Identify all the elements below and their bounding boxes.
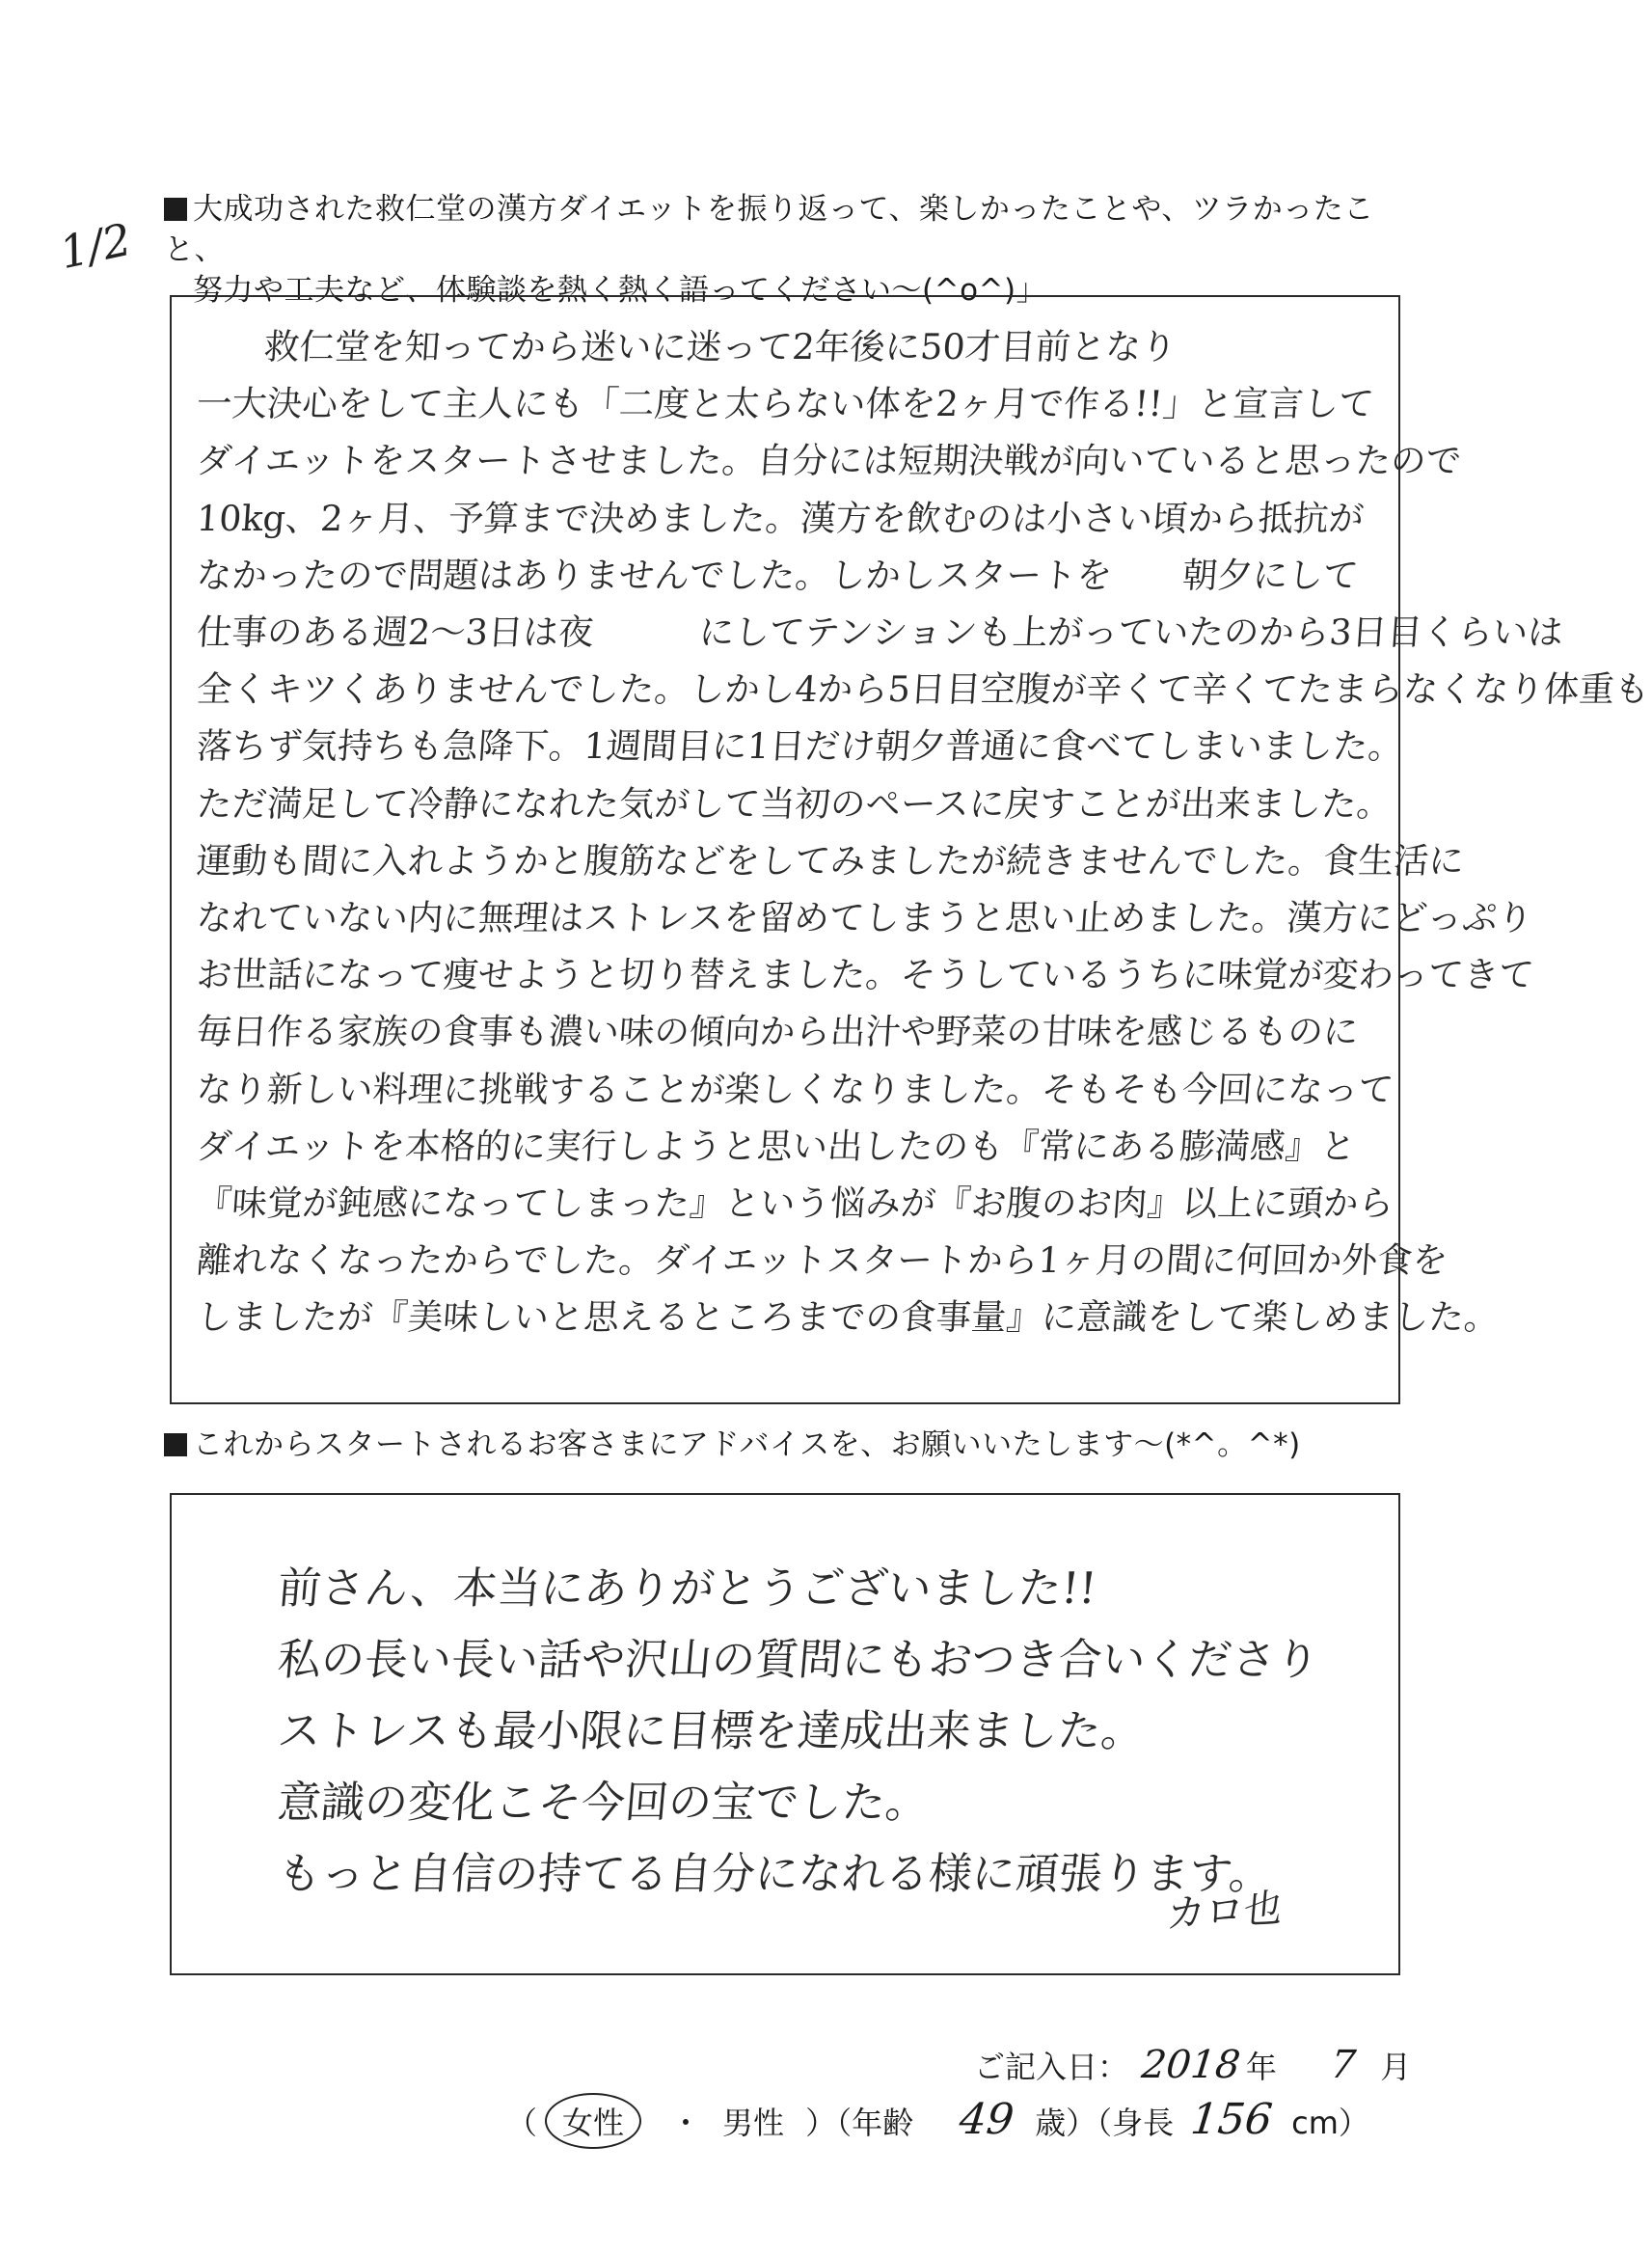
handwritten-line: ストレスも最小限に目標を達成出来ました。 — [275, 1705, 1148, 1756]
gender-close-paren: ） — [805, 2105, 837, 2141]
handwritten-line: 意識の変化こそ今回の宝でした。 — [275, 1777, 932, 1828]
advice-heading-text: これからスタートされるお客さまにアドバイスを、お願いいたします～(*^。^*) — [193, 1427, 1301, 1462]
handwritten-line: 私の長い長い話や沢山の質問にもおつき合いくださり — [275, 1634, 1321, 1685]
height-value: 156 — [1188, 2095, 1275, 2144]
advice-handwritten-text — [172, 1553, 1398, 1910]
heading-line-2: 努力や工夫など、体験談を熱く熱く語ってください～(^o^)」 — [193, 273, 1047, 308]
age-unit: 歳） — [1035, 2105, 1097, 2141]
gender-female-circled: 女性 — [545, 2093, 641, 2149]
entry-year-unit: 年 — [1245, 2049, 1277, 2085]
handwritten-line: しましたが『美味しいと思えるところまでの食事量』に意識をして楽しめました。 — [195, 1296, 1502, 1339]
gender-open-paren: （ — [506, 2105, 538, 2141]
handwritten-line: もっと自信の持てる自分になれる様に頑張ります。 — [275, 1848, 1275, 1899]
age-label: （年齢 — [836, 2105, 914, 2141]
entry-month-value: 7 — [1328, 2043, 1358, 2087]
handwritten-line: 救仁堂を知ってから迷いに迷って2年後に50才目前となり — [262, 326, 1178, 367]
handwritten-line: 毎日作る家族の食事も濃い味の傾向から出汁や野菜の甘味を感じるものに — [195, 1011, 1361, 1053]
bullet-square-icon — [164, 1433, 187, 1456]
profile-row — [506, 2093, 1369, 2149]
handwritten-line: 『味覚が鈍感になってしまった』という悩みが『お腹のお肉』以上に頭から — [195, 1182, 1395, 1225]
experience-handwritten-text — [172, 318, 1651, 1346]
entry-year-value: 2018 — [1139, 2043, 1243, 2087]
handwritten-line: 一大決心をして主人にも「二度と太らない体を2ヶ月で作る!!」と宣言して — [195, 383, 1376, 425]
page-number-marker: 1/2 — [55, 212, 136, 280]
experience-answer-box — [170, 295, 1651, 1404]
height-label: （身長 — [1097, 2105, 1175, 2141]
entry-date-label: ご記入日： — [974, 2049, 1129, 2085]
height-unit: cm） — [1291, 2105, 1369, 2141]
handwritten-line: 前さん、本当にありがとうございました!! — [275, 1562, 1099, 1614]
experience-question-heading — [164, 189, 1418, 311]
gender-male: 男性 — [722, 2105, 785, 2141]
handwritten-line: なかったので問題はありませんでした。しかしスタートを 朝夕にして — [195, 554, 1361, 596]
handwritten-line: ダイエットを本格的に実行しようと思い出したのも『常にある膨満感』と — [195, 1125, 1358, 1167]
handwritten-line: 仕事のある週2～3日は夜 にしてテンションも上がっていたのから3日目くらいは — [195, 611, 1565, 654]
handwritten-line: お世話になって痩せようと切り替えました。そうしているうちに味覚が変わってきて — [195, 954, 1536, 996]
handwritten-line: 10kg、2ヶ月、予算まで決めました。漢方を飲むのは小さい頃から抵抗が — [195, 497, 1366, 539]
handwritten-line: ただ満足して冷静になれた気がして当初のペースに戻すことが出来ました。 — [195, 782, 1394, 825]
handwritten-line: 運動も間に入れようかと腹筋などをしてみましたが続きませんでした。食生活に — [195, 839, 1466, 882]
handwritten-line: なり新しい料理に挑戦することが楽しくなりました。そもそも今回になって — [195, 1068, 1395, 1110]
entry-month-unit: 月 — [1380, 2049, 1412, 2085]
handwritten-line: 全くキツくありませんでした。しかし4から5日目空腹が辛くて辛くてたまらなくなり体重も — [195, 668, 1651, 711]
handwritten-line: ダイエットをスタートさせました。自分には短期決戦が向いていると思ったので — [195, 440, 1463, 482]
gender-separator: ・ — [670, 2105, 702, 2141]
advice-answer-box — [170, 1493, 1400, 1975]
advice-question-heading — [164, 1425, 1301, 1465]
entry-date-row — [974, 2043, 1411, 2087]
age-value: 49 — [957, 2095, 1016, 2144]
handwritten-line: 落ちず気持ちも急降下。1週間目に1日だけ朝夕普通に食べてしまいました。 — [195, 725, 1405, 768]
bullet-square-icon — [164, 198, 187, 221]
handwritten-line: 離れなくなったからでした。ダイエットスタートから1ヶ月の間に何回か外食を — [195, 1239, 1449, 1282]
heading-line-1: 大成功された救仁堂の漢方ダイエットを振り返って、楽しかったことや、ツラかったこと、 — [164, 192, 1374, 267]
signature: カロ也 — [1164, 1886, 1285, 1938]
handwritten-line: なれていない内に無理はストレスを留めてしまうと思い止めました。漢方にどっぷり — [195, 897, 1534, 939]
